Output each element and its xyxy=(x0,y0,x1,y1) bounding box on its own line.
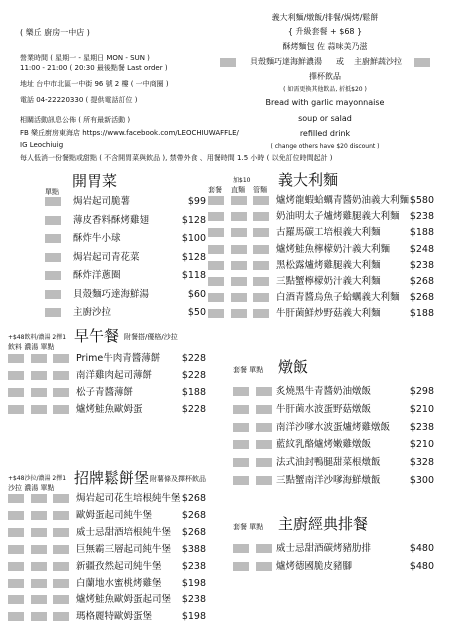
risotto-item xyxy=(233,473,434,489)
appetizer-col-label: 單點 xyxy=(45,188,59,196)
burger-checkbox xyxy=(53,562,69,571)
risotto-checkbox xyxy=(256,440,272,449)
appetizer-item-price: $128 xyxy=(181,214,206,226)
burger-checkbox xyxy=(8,528,24,537)
risotto-checkbox xyxy=(233,476,249,485)
pasta-checkbox xyxy=(253,196,269,205)
burger-checkbox xyxy=(31,545,47,554)
burger-checkbox xyxy=(31,511,47,520)
risotto-item xyxy=(233,437,434,453)
brunch-checkbox xyxy=(8,371,24,380)
burger-title: 招牌鬆餅堡 xyxy=(74,469,150,487)
brunch-checkbox xyxy=(53,354,69,363)
risotto-checkbox xyxy=(256,387,272,396)
pasta-col-add: 直麵 xyxy=(231,186,245,194)
appetizer-checkbox xyxy=(45,234,61,243)
pasta-col-add-top: 加$10 xyxy=(233,177,251,184)
risotto-checkbox xyxy=(233,387,249,396)
burger-checkbox xyxy=(31,612,47,621)
burger-checkbox xyxy=(8,511,24,520)
brunch-checkbox xyxy=(31,388,47,397)
brunch-item-price: $228 xyxy=(181,370,206,381)
pasta-checkbox xyxy=(208,228,224,237)
burger-checkbox xyxy=(8,595,24,604)
pasta-item xyxy=(208,306,434,322)
set-line4-soup: 貝殼麵巧達海鮮濃湯 xyxy=(250,57,322,66)
appetizer-checkbox xyxy=(45,271,61,280)
burger-item-price: $198 xyxy=(181,611,206,623)
brunch-note: +$48飲料/濃湯 2擇1 xyxy=(8,334,67,341)
appetizer-item-price: $60 xyxy=(187,288,206,300)
pasta-checkbox xyxy=(253,228,269,237)
burger-item xyxy=(8,508,206,524)
burger-checkbox xyxy=(53,579,69,588)
set-en4: ( change others have $20 discount ) xyxy=(270,143,380,150)
burger-item-price: $268 xyxy=(181,509,206,521)
risotto-checkbox xyxy=(256,458,272,467)
pasta-col-set: 套餐 xyxy=(208,186,222,194)
burger-item-price: $268 xyxy=(181,526,206,538)
appetizer-item xyxy=(45,231,206,247)
burger-cols: 沙拉 濃湯 單點 xyxy=(8,484,55,492)
pasta-checkbox xyxy=(253,309,269,318)
pasta-item-price: $238 xyxy=(409,211,434,223)
steak-title: 主廚經典排餐 xyxy=(278,515,369,533)
pasta-checkbox xyxy=(253,293,269,302)
activity-info: 相關活動訊息公佈 ( 所有最新活動 ) xyxy=(20,116,131,124)
pasta-checkbox xyxy=(208,245,224,254)
burger-item-price: $268 xyxy=(181,493,206,504)
brunch-title: 早午餐 xyxy=(74,327,120,345)
appetizer-title: 開胃菜 xyxy=(72,172,118,190)
steak-checkbox xyxy=(233,562,249,571)
burger-item-name: 新疆孜然起司純牛堡 xyxy=(76,560,162,572)
risotto-item-name: 藍紋乳酪爐烤嫩雞燉飯 xyxy=(276,439,372,451)
risotto-item-price: $210 xyxy=(409,439,434,451)
pasta-item xyxy=(208,193,434,209)
pasta-checkbox xyxy=(208,309,224,318)
steak-item-price: $480 xyxy=(409,543,434,554)
pasta-item-price: $268 xyxy=(409,292,434,304)
hours: 11:00 - 21:00 ( 20:30 最後點餐 Last order ) xyxy=(20,64,168,72)
appetizer-item-price: $50 xyxy=(187,307,206,318)
brunch-checkbox xyxy=(8,405,24,414)
brunch-item xyxy=(8,385,206,401)
set-line4-salad: 主廚鮮蔬沙拉 xyxy=(354,57,402,66)
store-name: ( 樂丘 廚房一中店 ) xyxy=(20,28,90,37)
checkbox-salad xyxy=(414,58,430,67)
appetizer-checkbox xyxy=(45,290,61,299)
pasta-item xyxy=(208,225,434,241)
burger-item xyxy=(8,542,206,558)
steak-item xyxy=(233,559,434,575)
pasta-item xyxy=(208,258,434,274)
burger-checkbox xyxy=(31,494,47,503)
risotto-item xyxy=(233,455,434,471)
risotto-item-name: 炙燒黑牛青醬奶油燉飯 xyxy=(276,386,372,397)
set-line5: 擇杯飲品 xyxy=(309,72,341,81)
pasta-item-name: 黑松露爐烤雞腿義大利麵 xyxy=(276,259,381,271)
risotto-item-name: 牛肝菌水波蛋野菇燉飯 xyxy=(276,403,372,415)
appetizer-item-name: 貝殼麵巧達海鮮湯 xyxy=(73,288,150,300)
burger-checkbox xyxy=(8,612,24,621)
burger-item-name: 爐烤鮭魚歐姆蛋起司堡 xyxy=(76,594,172,606)
pasta-title: 義大利麵 xyxy=(278,171,339,189)
appetizer-checkbox xyxy=(45,253,61,262)
pasta-item-price: $188 xyxy=(409,308,434,320)
pasta-checkbox xyxy=(208,212,224,221)
risotto-item-name: 法式油封鴨腿甜菜根燉飯 xyxy=(276,457,381,469)
risotto-item xyxy=(233,402,434,418)
pasta-item xyxy=(208,290,434,306)
appetizer-item-price: $128 xyxy=(181,251,206,263)
appetizer-item-name: 焗岩起司脆薯 xyxy=(73,196,131,207)
risotto-checkbox xyxy=(233,458,249,467)
brunch-checkbox xyxy=(31,405,47,414)
steak-item-name: 爐烤德國脆皮豬腳 xyxy=(276,560,353,572)
burger-checkbox xyxy=(8,545,24,554)
risotto-checkbox xyxy=(233,405,249,414)
appetizer-item-price: $118 xyxy=(181,270,206,281)
risotto-item xyxy=(233,420,434,436)
burger-checkbox xyxy=(53,528,69,537)
burger-checkbox xyxy=(31,595,47,604)
risotto-item-price: $300 xyxy=(409,475,434,486)
appetizer-item xyxy=(45,305,206,321)
pasta-checkbox xyxy=(208,293,224,302)
burger-item-price: $238 xyxy=(181,594,206,606)
brunch-item-price: $188 xyxy=(181,387,206,398)
risotto-item-price: $210 xyxy=(409,403,434,415)
set-note: ( 如需更換其他飲品, 折抵$20 ) xyxy=(283,86,367,93)
set-en3: refilled drink xyxy=(299,129,351,138)
burger-item-name: 焗岩起司花生培根純牛堡 xyxy=(76,493,181,504)
burger-checkbox xyxy=(8,494,24,503)
burger-checkbox xyxy=(8,562,24,571)
burger-item xyxy=(8,609,206,625)
pasta-checkbox xyxy=(231,261,247,270)
hours-label: 營業時間 ( 星期一 - 星期日 MON - SUN ) xyxy=(20,54,150,62)
burger-item xyxy=(8,525,206,541)
burger-item xyxy=(8,491,206,507)
brunch-checkbox xyxy=(31,371,47,380)
burger-item-price: $198 xyxy=(181,577,206,589)
appetizer-item-name: 酥炸牛小球 xyxy=(73,233,121,244)
brunch-item xyxy=(8,402,206,418)
pasta-checkbox xyxy=(253,261,269,270)
set-line2: { 升級套餐 + $68 } xyxy=(287,27,363,36)
risotto-item-price: $298 xyxy=(409,386,434,397)
pasta-item xyxy=(208,242,434,258)
burger-item-price: $388 xyxy=(181,543,206,555)
set-line4-or: 或 xyxy=(336,57,344,66)
burger-checkbox xyxy=(53,612,69,621)
pasta-item-name: 奶油明太子爐烤雞腿義大利麵 xyxy=(276,211,400,223)
risotto-checkbox xyxy=(233,423,249,432)
pasta-item-price: $580 xyxy=(409,195,434,206)
appetizer-item-price: $100 xyxy=(181,233,206,244)
appetizer-item xyxy=(45,268,206,284)
steak-cols: 套餐 單點 xyxy=(233,523,264,531)
appetizer-item xyxy=(45,250,206,266)
appetizer-checkbox xyxy=(45,308,61,317)
phone: 電話 04-22220330 ( 提供電話訂位 ) xyxy=(20,96,138,104)
set-en1: Bread with garlic mayonnaise xyxy=(265,98,385,107)
set-en2: soup or salad xyxy=(298,114,352,123)
brunch-item-name: 南洋雞肉起司薄餅 xyxy=(76,370,153,381)
facebook-link[interactable]: FB 樂丘廚房東海店 https://www.facebook.com/LEOCHIUWAFFLE/ xyxy=(20,129,239,137)
appetizer-item xyxy=(45,194,206,210)
pasta-checkbox xyxy=(231,293,247,302)
pasta-checkbox xyxy=(253,212,269,221)
burger-checkbox xyxy=(53,595,69,604)
appetizer-item-name: 焗岩起司青花菜 xyxy=(73,251,140,263)
appetizer-item-name: 主廚沙拉 xyxy=(73,307,112,318)
risotto-checkbox xyxy=(256,476,272,485)
pasta-checkbox xyxy=(253,277,269,286)
pasta-item-name: 三點蟹檸檬奶汁義大利麵 xyxy=(276,276,381,287)
burger-item-name: 威士忌甜酒培根純牛堡 xyxy=(76,526,172,538)
pasta-checkbox xyxy=(231,212,247,221)
brunch-item-price: $228 xyxy=(181,353,206,364)
pasta-item-name: 白酒青醬烏魚子蛤蠣義大利麵 xyxy=(276,292,400,304)
pasta-item xyxy=(208,274,434,290)
risotto-cols: 套餐 單點 xyxy=(233,366,264,374)
burger-sub: 附薯條及擇杯飲品 xyxy=(150,475,206,483)
set-line3: 酥烤麵包 佐 蒜味美乃滋 xyxy=(282,42,368,51)
set-line1: 義大利麵/燉飯/排餐/焗烤/鬆餅 xyxy=(271,13,379,22)
brunch-checkbox xyxy=(8,388,24,397)
risotto-item-price: $238 xyxy=(409,421,434,433)
appetizer-item xyxy=(45,213,206,229)
pasta-col-single: 管麵 xyxy=(253,186,267,194)
pasta-item-price: $248 xyxy=(409,243,434,255)
pasta-item xyxy=(208,209,434,225)
burger-checkbox xyxy=(53,545,69,554)
brunch-cols: 飲料 濃湯 單點 xyxy=(8,343,55,351)
burger-item-name: 歐姆蛋起司純牛堡 xyxy=(76,509,153,521)
burger-note: +$48沙拉/濃湯 2擇1 xyxy=(8,475,67,482)
instagram-handle: IG Leochiuig xyxy=(20,141,64,149)
risotto-item-name: 南洋沙嗲水波蛋爐烤雞燉飯 xyxy=(276,421,391,433)
burger-checkbox xyxy=(31,562,47,571)
burger-item-name: 巨無霸三層起司純牛堡 xyxy=(76,543,172,555)
appetizer-checkbox xyxy=(45,216,61,225)
pasta-checkbox xyxy=(231,309,247,318)
burger-item xyxy=(8,576,206,592)
pasta-item-price: $238 xyxy=(409,259,434,271)
risotto-title: 燉飯 xyxy=(278,358,309,376)
steak-item-price: $480 xyxy=(409,560,434,572)
appetizer-item-name: 薄皮香料酥烤雞翅 xyxy=(73,214,150,226)
steak-item xyxy=(233,541,434,557)
pasta-checkbox xyxy=(208,196,224,205)
risotto-checkbox xyxy=(256,405,272,414)
brunch-item xyxy=(8,368,206,384)
pasta-checkbox xyxy=(231,228,247,237)
burger-item xyxy=(8,559,206,575)
burger-item-price: $238 xyxy=(181,560,206,572)
brunch-checkbox xyxy=(53,371,69,380)
risotto-item-price: $328 xyxy=(409,457,434,469)
brunch-checkbox xyxy=(53,405,69,414)
pasta-checkbox xyxy=(208,277,224,286)
burger-checkbox xyxy=(53,494,69,503)
brunch-checkbox xyxy=(31,354,47,363)
pasta-item-price: $188 xyxy=(409,227,434,239)
checkbox-soup xyxy=(220,58,236,67)
pasta-checkbox xyxy=(208,261,224,270)
pasta-checkbox xyxy=(253,245,269,254)
appetizer-item-price: $99 xyxy=(187,196,206,207)
pasta-checkbox xyxy=(231,196,247,205)
address: 地址 台中市北區一中街 96 號 2 樓 ( 一中商圈 ) xyxy=(20,80,169,88)
risotto-checkbox xyxy=(256,423,272,432)
steak-checkbox xyxy=(256,544,272,553)
risotto-item xyxy=(233,384,434,400)
burger-item xyxy=(8,592,206,608)
dining-notice: 每人低消一份餐點或甜點 ( 不含開胃菜與飲品 ), 禁帶外食 、用餐時間 1.5 小時 ( 以免訂位時間起計 ) xyxy=(20,154,333,162)
appetizer-item xyxy=(45,287,206,303)
pasta-checkbox xyxy=(231,277,247,286)
brunch-checkbox xyxy=(53,388,69,397)
brunch-item-name: 爐烤鮭魚歐姆蛋 xyxy=(76,404,143,415)
brunch-checkbox xyxy=(8,354,24,363)
burger-checkbox xyxy=(8,579,24,588)
brunch-item-name: Prime牛肉青醬薄餅 xyxy=(76,353,161,364)
steak-checkbox xyxy=(233,544,249,553)
risotto-checkbox xyxy=(233,440,249,449)
burger-item-name: 白蘭地水蜜桃烤雞堡 xyxy=(76,577,162,589)
pasta-item-name: 爐烤鮭魚檸檬奶汁義大利麵 xyxy=(276,243,391,255)
risotto-item-name: 三點蟹南洋沙嗲海鮮燉飯 xyxy=(276,475,381,486)
pasta-item-price: $268 xyxy=(409,276,434,287)
brunch-item xyxy=(8,351,206,367)
pasta-item-name: 古羅馬碳工培根義大利麵 xyxy=(276,227,381,239)
pasta-item-name: 牛肝菌鮮炒野菇義大利麵 xyxy=(276,308,381,320)
pasta-item-name: 爐烤龍蝦蛤蠣青醬奶油義大利麵 xyxy=(276,195,410,206)
steak-checkbox xyxy=(256,562,272,571)
appetizer-item-name: 酥炸洋蔥圈 xyxy=(73,270,121,281)
appetizer-checkbox xyxy=(45,197,61,206)
steak-item-name: 威士忌甜酒碳烤豬肋排 xyxy=(276,543,372,554)
pasta-checkbox xyxy=(231,245,247,254)
burger-item-name: 瑪格麗特歐姆蛋堡 xyxy=(76,611,153,623)
brunch-item-price: $228 xyxy=(181,404,206,415)
burger-checkbox xyxy=(31,528,47,537)
brunch-item-name: 松子青醬薄餅 xyxy=(76,387,134,398)
burger-checkbox xyxy=(31,579,47,588)
burger-checkbox xyxy=(53,511,69,520)
brunch-sub: 附餐搭/優格/沙拉 xyxy=(124,333,178,341)
